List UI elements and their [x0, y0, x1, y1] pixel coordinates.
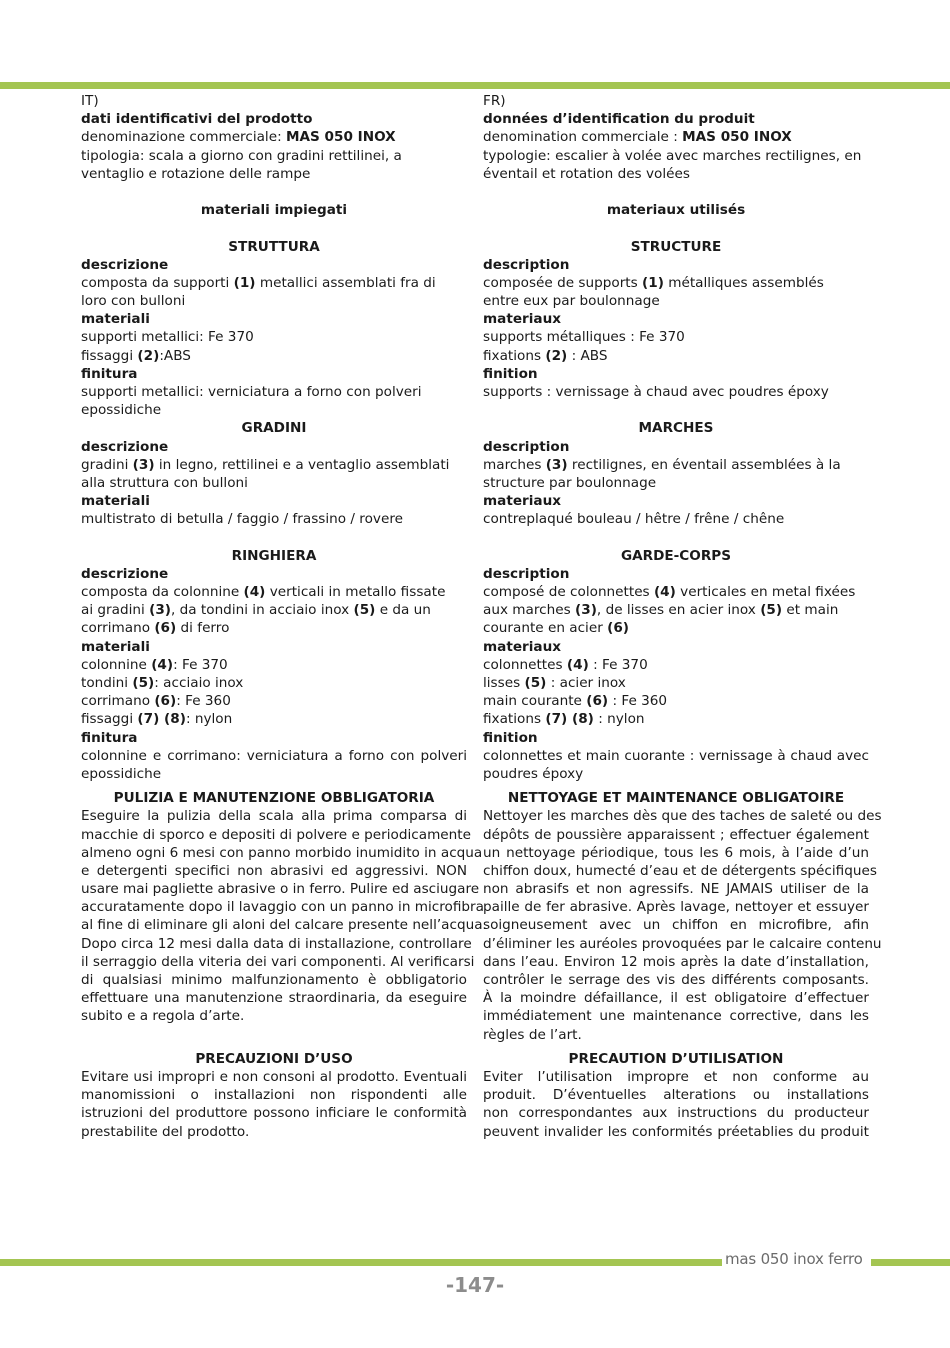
finish-text: colonnettes et main cuorante : vernissage à chaud avec	[483, 747, 869, 764]
materials-text: colonnettes (4) : Fe 370	[483, 656, 648, 673]
typology-line: tipologia: scala a giorno con gradini rettilinei, a	[81, 147, 402, 164]
description-label: description	[483, 438, 570, 455]
maintenance-heading: PULIZIA E MANUTENZIONE OBBLIGATORIA	[113, 790, 435, 807]
finish-text: epossidiche	[81, 765, 162, 782]
materials-label: materiaux	[483, 493, 562, 510]
materials-text: main courante (6) : Fe 360	[483, 693, 668, 710]
materials-text: supports métalliques : Fe 370	[483, 329, 685, 346]
structure-heading: STRUCTURE	[630, 238, 722, 255]
finish-label: finition	[483, 365, 538, 382]
description-text: composée de supports (1) métalliques assemblés	[483, 274, 824, 291]
materials-text: fixations (7) (8) : nylon	[483, 711, 645, 728]
materials-text: fissaggi (7) (8): nylon	[81, 711, 233, 728]
typology-line: typologie: escalier à volée avec marches rectilignes, en	[483, 147, 862, 164]
description-label: descrizione	[81, 565, 169, 582]
language-label: FR)	[483, 93, 506, 109]
finish-label: finitura	[81, 365, 138, 382]
description-label: descrizione	[81, 256, 169, 273]
description-text: aux marches (3), de lisses en acier inox (5) et main	[483, 602, 839, 619]
description-text: gradini (3) in legno, rettilinei e a ventaglio assemblati	[81, 456, 450, 473]
description-text: composta da supporti (1) metallici assemblati fra di	[81, 274, 436, 291]
steps-heading: MARCHES	[638, 420, 714, 437]
typology-line: ventaglio e rotazione delle rampe	[81, 165, 311, 182]
materials-text: fixations (2) : ABS	[483, 347, 608, 364]
maintenance-heading: NETTOYAGE ET MAINTENANCE OBLIGATOIRE	[507, 790, 845, 807]
materials-label: materiaux	[483, 638, 562, 655]
footer-brand: mas 050 inox ferro	[725, 1250, 863, 1268]
description-text: ai gradini (3), da tondini in acciaio inox (5) e da un	[81, 602, 431, 619]
description-text: courante en acier (6)	[483, 620, 629, 637]
description-text: structure par boulonnage	[483, 474, 657, 491]
railing-heading: GARDE-CORPS	[620, 547, 732, 564]
description-text: corrimano (6) di ferro	[81, 620, 230, 637]
bottom-accent-bar-end	[871, 1259, 950, 1266]
description-text: composé de colonnettes (4) verticales en metal fixées	[483, 584, 856, 601]
commercial-name-label: denominazione commerciale:	[81, 129, 286, 146]
italian-column	[81, 92, 487, 1141]
materials-heading: materiali impiegati	[200, 202, 348, 219]
finish-label: finition	[483, 729, 538, 746]
description-text: loro con bulloni	[81, 293, 186, 310]
materials-text: contreplaqué bouleau / hêtre / frêne / chêne	[483, 511, 785, 528]
finish-text: supports : vernissage à chaud avec poudres époxy	[483, 384, 829, 400]
description-text: marches (3) rectilignes, en éventail assemblées à la	[483, 456, 841, 473]
commercial-name	[483, 128, 869, 146]
structure-heading: STRUTTURA	[228, 238, 320, 255]
top-accent-bar	[0, 82, 950, 89]
commercial-name	[81, 128, 467, 146]
commercial-name-label: denomination commerciale :	[483, 129, 683, 146]
bottom-accent-bar	[0, 1259, 722, 1266]
description-label: description	[483, 565, 570, 582]
materials-text: fissaggi (2):ABS	[81, 347, 191, 364]
materials-text: colonnine (4): Fe 370	[81, 656, 228, 673]
description-label: descrizione	[81, 438, 169, 455]
finish-text: epossidiche	[81, 402, 162, 419]
precautions-text: Eviter l’utilisation impropre et non conforme au produit. D’éventuelles alterations ou installations non correspondantes aux instructions du producteur peuvent invalider les conformités préetablies du produit	[483, 1068, 869, 1140]
maintenance-text: Eseguire la pulizia della scala alla prima comparsa di macchie di sporco e depositi di polvere e periodicamente almeno ogni 6 mesi con panno morbido inumidito in acqua e detergenti specifici non abrasivi ed aggressivi. NON usare mai pagliette abrasive o in ferro. Pulire ed asciugare accuratamente dopo il lavaggio con un panno in microfibra al fine di eliminare gli aloni del calcare presente nell’acqua. Dopo circa 12 mesi dalla data di installazione, controllare il serraggio della viteria dei vari componenti. Al verificarsi di qualsiasi minimo malfunzionamento è obbligatorio effettuare una manutenzione straordinaria, da eseguire subito e a regola d’arte.	[81, 808, 487, 1025]
finish-label: finitura	[81, 729, 138, 746]
materials-label: materiali	[81, 493, 150, 510]
precautions-heading: PRECAUZIONI D’USO	[195, 1050, 353, 1067]
finish-text: colonnine e corrimano: verniciatura a forno con polveri	[81, 747, 467, 764]
materials-text: tondini (5): acciaio inox	[81, 675, 244, 691]
identification-title: données d’identification du produit	[483, 111, 755, 128]
maintenance-text: Nettoyer les marches dès que des taches de saleté ou des dépôts de poussière apparaissent ; effectuer également un nettoyage périodique, tous les 6 mois, à l’aide d’un chiffon doux, humecté d’eau et de détergents spécifiques non abrasifs et non agressifs. NE JAMAIS utiliser de la paille de fer abrasive. Après lavage, nettoyer et essuyer soigneusement avec un chiffon en microfibre, afin d’éliminer les auréoles provoquées par le calcaire contenu dans l’eau. Environ 12 mois après la date d’installation, contrôler le serrage des vis des différents composants. À la moindre défaillance, il est obligatoire d’effectuer immédiatement une maintenance corrective, dans les règles de l’art.	[483, 808, 882, 1043]
materials-text: multistrato di betulla / faggio / frassino / rovere	[81, 511, 403, 528]
description-label: description	[483, 256, 570, 273]
materials-text: corrimano (6): Fe 360	[81, 693, 231, 710]
commercial-name-value: MAS 050 INOX	[285, 129, 396, 146]
materials-heading: materiaux utilisés	[606, 202, 746, 219]
materials-label: materiali	[81, 638, 150, 655]
railing-heading: RINGHIERA	[231, 547, 317, 564]
precautions-heading: PRECAUTION D’UTILISATION	[568, 1050, 784, 1067]
identification-title: dati identificativi del prodotto	[81, 111, 313, 128]
description-text: composta da colonnine (4) verticali in metallo fissate	[81, 584, 446, 601]
materials-text: lisses (5) : acier inox	[483, 675, 626, 691]
steps-heading: GRADINI	[241, 420, 307, 437]
typology-line: éventail et rotation des volées	[483, 165, 690, 182]
language-label: IT)	[81, 93, 99, 109]
materials-text: supporti metallici: Fe 370	[81, 329, 254, 346]
materials-label: materiaux	[483, 311, 562, 328]
finish-text: poudres époxy	[483, 765, 584, 782]
description-text: entre eux par boulonnage	[483, 293, 660, 310]
page-number: -147-	[445, 1273, 505, 1297]
french-column	[483, 92, 882, 1141]
finish-text: supporti metallici: verniciatura a forno con polveri	[81, 384, 422, 400]
description-text: alla struttura con bulloni	[81, 474, 248, 491]
commercial-name-value: MAS 050 INOX	[682, 129, 792, 146]
materials-label: materiali	[81, 311, 150, 328]
precautions-text: Evitare usi impropri e non consoni al prodotto. Eventuali manomissioni o installazioni non rispondenti alle istruzioni del produttore possono inficiare le conformità prestabilite del prodotto.	[81, 1068, 467, 1140]
